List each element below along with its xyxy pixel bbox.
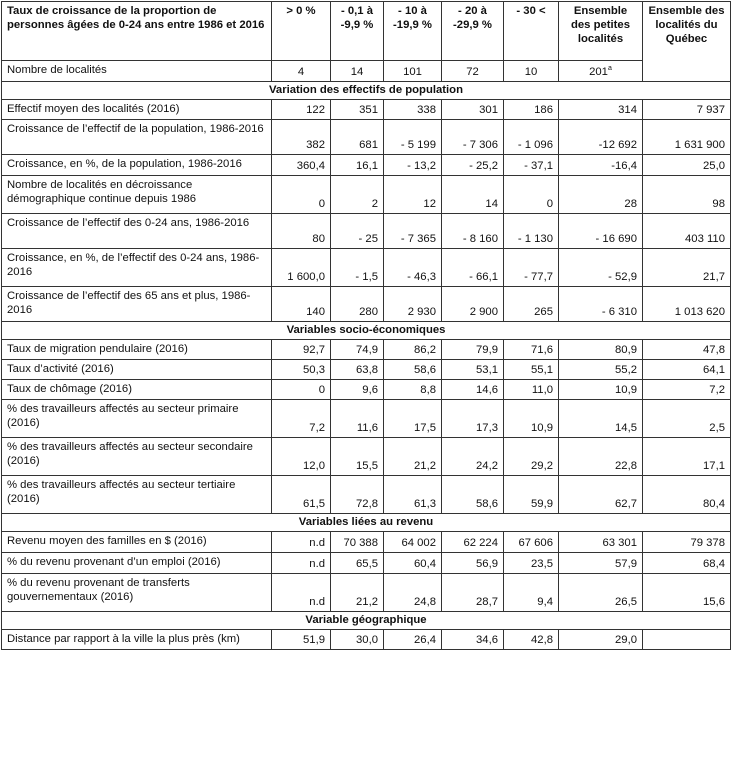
count-cell: 14 <box>331 61 384 82</box>
section-title: Variable géographique <box>2 612 731 630</box>
value-cell: 26,4 <box>384 630 442 650</box>
value-cell: - 6 310 <box>559 287 643 322</box>
value-cell: 12 <box>384 176 442 214</box>
value-cell: - 1 096 <box>504 120 559 155</box>
value-cell: 58,6 <box>442 476 504 514</box>
value-cell: 79,9 <box>442 340 504 360</box>
count-cell-total <box>559 61 643 82</box>
value-cell: 34,6 <box>442 630 504 650</box>
value-cell: 16,1 <box>331 155 384 176</box>
value-cell: - 8 160 <box>442 214 504 249</box>
value-cell: 71,6 <box>504 340 559 360</box>
value-cell: 28 <box>559 176 643 214</box>
value-cell: 24,8 <box>384 574 442 612</box>
value-cell: 67 606 <box>504 532 559 553</box>
value-cell: 59,9 <box>504 476 559 514</box>
value-cell: 10,9 <box>504 400 559 438</box>
value-cell: 74,9 <box>331 340 384 360</box>
value-cell: 79 378 <box>643 532 731 553</box>
value-cell: 24,2 <box>442 438 504 476</box>
value-cell: - 52,9 <box>559 249 643 287</box>
table-row <box>2 176 731 214</box>
table-row <box>2 100 731 120</box>
count-row <box>2 61 731 82</box>
value-cell: 21,7 <box>643 249 731 287</box>
value-cell: 30,0 <box>331 630 384 650</box>
header-col-3: - 10 à -19,9 % <box>384 2 442 61</box>
value-cell: n.d <box>272 553 331 574</box>
value-cell: 21,2 <box>384 438 442 476</box>
section-title: Variables socio-économiques <box>2 322 731 340</box>
row-label: Revenu moyen des familles en $ (2016) <box>2 532 272 553</box>
value-cell: 61,5 <box>272 476 331 514</box>
value-cell: 186 <box>504 100 559 120</box>
value-cell: 14,5 <box>559 400 643 438</box>
section-row <box>2 514 731 532</box>
value-cell: - 7 306 <box>442 120 504 155</box>
value-cell: -12 692 <box>559 120 643 155</box>
row-label: Distance par rapport à la ville la plus près (km) <box>2 630 272 650</box>
value-cell: 17,1 <box>643 438 731 476</box>
header-col-6: Ensemble des petites localités <box>559 2 643 61</box>
section-row <box>2 322 731 340</box>
value-cell: 2 930 <box>384 287 442 322</box>
table-row <box>2 630 731 650</box>
row-label: Taux d’activité (2016) <box>2 360 272 380</box>
value-cell: 17,3 <box>442 400 504 438</box>
row-label: Croissance, en %, de l’effectif des 0-24 ans, 1986-2016 <box>2 249 272 287</box>
value-cell: - 37,1 <box>504 155 559 176</box>
value-cell: 265 <box>504 287 559 322</box>
value-cell: 140 <box>272 287 331 322</box>
value-cell: - 1 130 <box>504 214 559 249</box>
value-cell: 22,8 <box>559 438 643 476</box>
value-cell: 86,2 <box>384 340 442 360</box>
value-cell: 10,9 <box>559 380 643 400</box>
table-row <box>2 287 731 322</box>
value-cell: 1 600,0 <box>272 249 331 287</box>
value-cell: 62 224 <box>442 532 504 553</box>
value-cell: -16,4 <box>559 155 643 176</box>
value-cell: 403 110 <box>643 214 731 249</box>
value-cell: 56,9 <box>442 553 504 574</box>
value-cell: 11,0 <box>504 380 559 400</box>
value-cell: 280 <box>331 287 384 322</box>
value-cell: 68,4 <box>643 553 731 574</box>
value-cell: 21,2 <box>331 574 384 612</box>
header-first: Taux de croissance de la proportion de personnes âgées de 0-24 ans entre 1986 et 2016 <box>2 2 272 61</box>
value-cell: 51,9 <box>272 630 331 650</box>
value-cell: - 25 <box>331 214 384 249</box>
value-cell: - 7 365 <box>384 214 442 249</box>
value-cell: 72,8 <box>331 476 384 514</box>
value-cell: 61,3 <box>384 476 442 514</box>
value-cell: - 66,1 <box>442 249 504 287</box>
section-title: Variation des effectifs de population <box>2 82 731 100</box>
value-cell: 60,4 <box>384 553 442 574</box>
value-cell: 12,0 <box>272 438 331 476</box>
value-cell: n.d <box>272 532 331 553</box>
row-label: Nombre de localités en décroissance démographique continue depuis 1986 <box>2 176 272 214</box>
value-cell: 7,2 <box>643 380 731 400</box>
row-label: % des travailleurs affectés au secteur secondaire (2016) <box>2 438 272 476</box>
row-label: Effectif moyen des localités (2016) <box>2 100 272 120</box>
value-cell: 80,4 <box>643 476 731 514</box>
header-row <box>2 2 731 61</box>
value-cell: 25,0 <box>643 155 731 176</box>
row-label: Croissance, en %, de la population, 1986-2016 <box>2 155 272 176</box>
table-row <box>2 476 731 514</box>
value-cell: 26,5 <box>559 574 643 612</box>
value-cell: 55,1 <box>504 360 559 380</box>
value-cell: 14,6 <box>442 380 504 400</box>
row-label: % du revenu provenant d’un emploi (2016) <box>2 553 272 574</box>
row-label: Croissance de l’effectif des 0-24 ans, 1986-2016 <box>2 214 272 249</box>
row-label: % du revenu provenant de transferts gouvernementaux (2016) <box>2 574 272 612</box>
value-cell: 681 <box>331 120 384 155</box>
value-cell: - 1,5 <box>331 249 384 287</box>
value-cell: 64,1 <box>643 360 731 380</box>
value-cell: 29,0 <box>559 630 643 650</box>
value-cell: n.d <box>272 574 331 612</box>
header-col-5: - 30 < <box>504 2 559 61</box>
table-row <box>2 380 731 400</box>
table-row <box>2 360 731 380</box>
count-cell: 101 <box>384 61 442 82</box>
header-col-7: Ensemble des localités du Québec <box>643 2 731 82</box>
table-row <box>2 532 731 553</box>
value-cell: 28,7 <box>442 574 504 612</box>
value-cell: 351 <box>331 100 384 120</box>
value-cell: 63 301 <box>559 532 643 553</box>
section-row <box>2 82 731 100</box>
value-cell: - 77,7 <box>504 249 559 287</box>
value-cell: 65,5 <box>331 553 384 574</box>
value-cell: 53,1 <box>442 360 504 380</box>
value-cell: 80 <box>272 214 331 249</box>
value-cell: 2,5 <box>643 400 731 438</box>
count-total-value: 201 <box>589 66 608 78</box>
value-cell: 0 <box>504 176 559 214</box>
value-cell: 29,2 <box>504 438 559 476</box>
value-cell: 47,8 <box>643 340 731 360</box>
table-row <box>2 120 731 155</box>
value-cell: 63,8 <box>331 360 384 380</box>
row-label: % des travailleurs affectés au secteur tertiaire (2016) <box>2 476 272 514</box>
value-cell: 57,9 <box>559 553 643 574</box>
count-cell: 4 <box>272 61 331 82</box>
table-row <box>2 214 731 249</box>
header-col-2: - 0,1 à -9,9 % <box>331 2 384 61</box>
value-cell: 9,4 <box>504 574 559 612</box>
row-label: Taux de migration pendulaire (2016) <box>2 340 272 360</box>
value-cell: 17,5 <box>384 400 442 438</box>
value-cell: 23,5 <box>504 553 559 574</box>
header-col-1: > 0 % <box>272 2 331 61</box>
table-row <box>2 438 731 476</box>
row-label: Taux de chômage (2016) <box>2 380 272 400</box>
value-cell: 14 <box>442 176 504 214</box>
table-row <box>2 340 731 360</box>
value-cell: 1 013 620 <box>643 287 731 322</box>
count-cell: 72 <box>442 61 504 82</box>
value-cell: 8,8 <box>384 380 442 400</box>
header-col-4: - 20 à -29,9 % <box>442 2 504 61</box>
value-cell: 1 631 900 <box>643 120 731 155</box>
count-label: Nombre de localités <box>2 61 272 82</box>
value-cell: 0 <box>272 380 331 400</box>
value-cell: - 46,3 <box>384 249 442 287</box>
table-row <box>2 155 731 176</box>
table-row <box>2 249 731 287</box>
value-cell: - 25,2 <box>442 155 504 176</box>
value-cell: - 5 199 <box>384 120 442 155</box>
value-cell: 55,2 <box>559 360 643 380</box>
value-cell: 42,8 <box>504 630 559 650</box>
value-cell: 80,9 <box>559 340 643 360</box>
value-cell: 58,6 <box>384 360 442 380</box>
value-cell: 301 <box>442 100 504 120</box>
value-cell: 2 900 <box>442 287 504 322</box>
value-cell: 0 <box>272 176 331 214</box>
section-row <box>2 612 731 630</box>
value-cell: 7,2 <box>272 400 331 438</box>
value-cell: 50,3 <box>272 360 331 380</box>
table-row <box>2 553 731 574</box>
value-cell: 122 <box>272 100 331 120</box>
value-cell <box>643 630 731 650</box>
value-cell: 15,6 <box>643 574 731 612</box>
value-cell: 92,7 <box>272 340 331 360</box>
value-cell: 9,6 <box>331 380 384 400</box>
value-cell: 64 002 <box>384 532 442 553</box>
value-cell: 15,5 <box>331 438 384 476</box>
data-table <box>1 1 731 650</box>
value-cell: 360,4 <box>272 155 331 176</box>
value-cell: 382 <box>272 120 331 155</box>
value-cell: 7 937 <box>643 100 731 120</box>
row-label: % des travailleurs affectés au secteur primaire (2016) <box>2 400 272 438</box>
value-cell: - 13,2 <box>384 155 442 176</box>
table-row <box>2 400 731 438</box>
value-cell: 314 <box>559 100 643 120</box>
footnote-marker: a <box>607 65 612 73</box>
value-cell: 62,7 <box>559 476 643 514</box>
value-cell: 98 <box>643 176 731 214</box>
count-cell: 10 <box>504 61 559 82</box>
row-label: Croissance de l’effectif des 65 ans et plus, 1986-2016 <box>2 287 272 322</box>
value-cell: 11,6 <box>331 400 384 438</box>
table-row <box>2 574 731 612</box>
row-label: Croissance de l’effectif de la population, 1986-2016 <box>2 120 272 155</box>
value-cell: 70 388 <box>331 532 384 553</box>
value-cell: 338 <box>384 100 442 120</box>
value-cell: 2 <box>331 176 384 214</box>
section-title: Variables liées au revenu <box>2 514 731 532</box>
value-cell: - 16 690 <box>559 214 643 249</box>
